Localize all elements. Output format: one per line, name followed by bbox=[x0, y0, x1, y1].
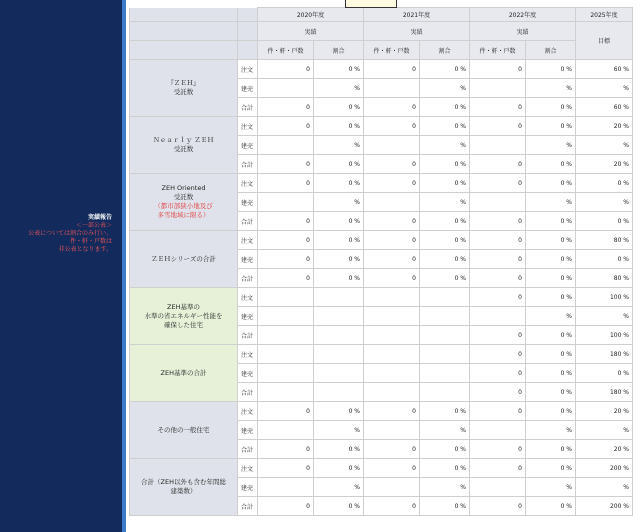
count-cell bbox=[470, 136, 526, 155]
row-type-label: 建売 bbox=[238, 193, 258, 212]
corner-cell bbox=[130, 8, 238, 22]
category-label-line: 建築数） bbox=[170, 487, 197, 495]
ratio-cell: 0 % bbox=[526, 98, 576, 117]
ratio-cell: 0 % bbox=[314, 402, 364, 421]
ratio-cell: 0 % bbox=[314, 250, 364, 269]
target-cell: 0 % bbox=[576, 364, 633, 383]
target-cell: % bbox=[576, 478, 633, 497]
count-cell: 0 bbox=[258, 440, 314, 459]
category-label-line: 確保した住宅 bbox=[164, 320, 203, 329]
report-note-line: 非公表となります。 bbox=[58, 246, 112, 253]
row-type-label: 注文 bbox=[238, 459, 258, 478]
row-type-label: 合計 bbox=[238, 212, 258, 231]
count-cell bbox=[258, 79, 314, 98]
category-label-line: ZEH基準の bbox=[167, 302, 200, 311]
report-title: 実績報告 bbox=[87, 214, 112, 221]
count-cell: 0 bbox=[364, 98, 420, 117]
count-cell bbox=[258, 478, 314, 497]
corner-cell bbox=[238, 8, 258, 22]
count-cell bbox=[470, 79, 526, 98]
count-cell bbox=[470, 421, 526, 440]
row-type-label: 建売 bbox=[238, 79, 258, 98]
ratio-cell: 0 % bbox=[526, 117, 576, 136]
report-note-line: ＜一部公表＞ bbox=[75, 222, 112, 229]
count-header: 件・軒・戸数 bbox=[364, 41, 420, 60]
count-cell: 0 bbox=[258, 269, 314, 288]
ratio-cell: 0 % bbox=[420, 459, 470, 478]
ratio-cell: 0 % bbox=[526, 326, 576, 345]
category-label-line: 受託数 bbox=[173, 193, 194, 201]
ratio-cell: 0 % bbox=[526, 212, 576, 231]
ratio-cell: 0 % bbox=[526, 459, 576, 478]
ratio-cell: % bbox=[420, 136, 470, 155]
count-cell: 0 bbox=[258, 117, 314, 136]
count-cell bbox=[364, 79, 420, 98]
ratio-cell: % bbox=[420, 478, 470, 497]
row-type-label: 合計 bbox=[238, 269, 258, 288]
count-cell bbox=[364, 288, 420, 307]
year-header-2020: 2020年度 bbox=[258, 8, 364, 22]
count-cell: 0 bbox=[470, 269, 526, 288]
target-cell: 20 % bbox=[576, 155, 633, 174]
count-cell: 0 bbox=[470, 364, 526, 383]
ratio-cell bbox=[420, 383, 470, 402]
target-cell: 180 % bbox=[576, 345, 633, 364]
row-type-label: 建売 bbox=[238, 250, 258, 269]
count-cell: 0 bbox=[470, 174, 526, 193]
category-label bbox=[130, 459, 238, 516]
row-type-label: 建売 bbox=[238, 478, 258, 497]
top-input-box[interactable] bbox=[345, 0, 397, 8]
ratio-cell: 0 % bbox=[420, 98, 470, 117]
ratio-cell: % bbox=[526, 79, 576, 98]
count-cell: 0 bbox=[258, 250, 314, 269]
count-cell bbox=[258, 383, 314, 402]
count-cell bbox=[258, 326, 314, 345]
row-type-label: 建売 bbox=[238, 136, 258, 155]
ratio-cell bbox=[314, 345, 364, 364]
report-note-line: 件・軒・戸数は bbox=[69, 238, 112, 245]
table-row bbox=[130, 402, 633, 421]
target-cell: 0 % bbox=[576, 250, 633, 269]
ratio-cell: 0 % bbox=[420, 212, 470, 231]
count-cell: 0 bbox=[258, 174, 314, 193]
count-cell: 0 bbox=[364, 402, 420, 421]
count-cell: 0 bbox=[258, 155, 314, 174]
count-cell bbox=[364, 383, 420, 402]
count-cell bbox=[258, 345, 314, 364]
target-cell: 20 % bbox=[576, 440, 633, 459]
count-cell: 0 bbox=[470, 345, 526, 364]
category-label-line: ZEH基準の合計 bbox=[160, 368, 207, 377]
ratio-cell: % bbox=[526, 136, 576, 155]
row-type-label: 合計 bbox=[238, 155, 258, 174]
target-cell: % bbox=[576, 136, 633, 155]
target-cell: 200 % bbox=[576, 459, 633, 478]
category-note-line: 多雪地域に限る） bbox=[157, 211, 210, 219]
zeh-report-table bbox=[129, 7, 633, 516]
count-cell bbox=[364, 326, 420, 345]
count-cell: 0 bbox=[470, 383, 526, 402]
ratio-cell: 0 % bbox=[420, 231, 470, 250]
ratio-cell: 0 % bbox=[314, 174, 364, 193]
count-cell bbox=[470, 193, 526, 212]
ratio-cell: 0 % bbox=[420, 117, 470, 136]
count-cell bbox=[470, 307, 526, 326]
category-label bbox=[130, 288, 238, 345]
ratio-cell: 0 % bbox=[526, 269, 576, 288]
category-label-line: 水準の省エネルギー性能を bbox=[144, 311, 223, 320]
ratio-cell: 0 % bbox=[526, 497, 576, 516]
row-type-label: 注文 bbox=[238, 117, 258, 136]
ratio-cell: 0 % bbox=[526, 174, 576, 193]
count-cell: 0 bbox=[364, 174, 420, 193]
ratio-cell: 0 % bbox=[314, 459, 364, 478]
ratio-cell: % bbox=[420, 79, 470, 98]
row-type-label: 注文 bbox=[238, 174, 258, 193]
count-cell: 0 bbox=[364, 497, 420, 516]
count-cell: 0 bbox=[364, 269, 420, 288]
row-type-label: 建売 bbox=[238, 307, 258, 326]
row-type-label: 注文 bbox=[238, 402, 258, 421]
ratio-cell: % bbox=[314, 79, 364, 98]
count-cell: 0 bbox=[470, 212, 526, 231]
count-cell bbox=[258, 307, 314, 326]
actual-header: 実績 bbox=[470, 22, 576, 41]
ratio-cell: 0 % bbox=[420, 60, 470, 79]
target-cell: 20 % bbox=[576, 402, 633, 421]
category-label bbox=[130, 345, 238, 402]
count-cell bbox=[364, 364, 420, 383]
sidebar-accent-stripe bbox=[122, 0, 126, 532]
category-label-line: 『ＺＥＨ』 bbox=[167, 79, 200, 87]
table-row bbox=[130, 117, 633, 136]
ratio-cell: 0 % bbox=[420, 174, 470, 193]
report-note-line: 公表については割合のみ行い、 bbox=[28, 230, 112, 237]
ratio-cell: 0 % bbox=[420, 250, 470, 269]
ratio-cell: 0 % bbox=[314, 155, 364, 174]
table-row bbox=[130, 459, 633, 478]
target-cell: 100 % bbox=[576, 288, 633, 307]
target-cell: 60 % bbox=[576, 98, 633, 117]
count-cell: 0 bbox=[364, 231, 420, 250]
ratio-cell: % bbox=[314, 421, 364, 440]
ratio-cell bbox=[314, 307, 364, 326]
count-cell: 0 bbox=[470, 326, 526, 345]
count-cell: 0 bbox=[364, 440, 420, 459]
corner-cell bbox=[238, 41, 258, 60]
row-type-label: 注文 bbox=[238, 231, 258, 250]
target-cell: 0 % bbox=[576, 212, 633, 231]
ratio-header: 割合 bbox=[526, 41, 576, 60]
row-type-label: 建売 bbox=[238, 364, 258, 383]
category-note-line: （都市部狭小地及び bbox=[154, 202, 213, 210]
ratio-cell: 0 % bbox=[526, 364, 576, 383]
ratio-cell: 0 % bbox=[526, 250, 576, 269]
category-label bbox=[130, 117, 238, 174]
count-cell: 0 bbox=[258, 212, 314, 231]
ratio-cell: % bbox=[314, 136, 364, 155]
ratio-cell: 0 % bbox=[314, 269, 364, 288]
category-label-line: 合計（ZEH以外も含む年間総 bbox=[141, 478, 226, 486]
ratio-cell: % bbox=[314, 193, 364, 212]
category-label bbox=[130, 60, 238, 117]
count-cell bbox=[364, 193, 420, 212]
report-note bbox=[0, 214, 112, 254]
row-type-label: 建売 bbox=[238, 421, 258, 440]
ratio-cell: % bbox=[526, 307, 576, 326]
count-cell: 0 bbox=[258, 231, 314, 250]
category-label-line: ZEH Oriented bbox=[161, 184, 206, 192]
count-cell bbox=[364, 136, 420, 155]
count-cell: 0 bbox=[364, 250, 420, 269]
count-cell: 0 bbox=[258, 459, 314, 478]
ratio-cell: 0 % bbox=[420, 440, 470, 459]
ratio-cell: 0 % bbox=[314, 440, 364, 459]
ratio-cell bbox=[314, 288, 364, 307]
count-header: 件・軒・戸数 bbox=[470, 41, 526, 60]
target-cell: 20 % bbox=[576, 117, 633, 136]
count-cell: 0 bbox=[258, 60, 314, 79]
count-cell: 0 bbox=[470, 231, 526, 250]
count-cell bbox=[258, 421, 314, 440]
ratio-cell: 0 % bbox=[314, 231, 364, 250]
corner-cell bbox=[130, 41, 238, 60]
count-cell bbox=[364, 345, 420, 364]
row-type-label: 合計 bbox=[238, 383, 258, 402]
target-cell: 0 % bbox=[576, 174, 633, 193]
table-row bbox=[130, 288, 633, 307]
category-label-line: ＺＥＨシリーズの合計 bbox=[151, 254, 216, 263]
count-cell: 0 bbox=[470, 117, 526, 136]
ratio-cell: % bbox=[314, 478, 364, 497]
ratio-cell: % bbox=[526, 421, 576, 440]
count-cell: 0 bbox=[470, 288, 526, 307]
corner-cell bbox=[130, 22, 238, 41]
count-cell: 0 bbox=[364, 117, 420, 136]
target-cell: % bbox=[576, 307, 633, 326]
ratio-cell: % bbox=[420, 193, 470, 212]
ratio-cell bbox=[420, 326, 470, 345]
ratio-header: 割合 bbox=[420, 41, 470, 60]
row-type-label: 注文 bbox=[238, 288, 258, 307]
category-label-line: 受託数 bbox=[173, 88, 194, 96]
ratio-cell: 0 % bbox=[526, 231, 576, 250]
ratio-cell: 0 % bbox=[314, 60, 364, 79]
count-cell bbox=[258, 288, 314, 307]
count-cell: 0 bbox=[258, 402, 314, 421]
count-cell bbox=[258, 193, 314, 212]
row-type-label: 合計 bbox=[238, 326, 258, 345]
count-cell: 0 bbox=[470, 497, 526, 516]
category-label-line: その他の一般住宅 bbox=[157, 425, 210, 434]
corner-cell bbox=[238, 22, 258, 41]
row-type-label: 合計 bbox=[238, 98, 258, 117]
count-cell: 0 bbox=[470, 98, 526, 117]
count-cell: 0 bbox=[470, 155, 526, 174]
target-cell: % bbox=[576, 79, 633, 98]
row-type-label: 合計 bbox=[238, 497, 258, 516]
ratio-cell: 0 % bbox=[314, 497, 364, 516]
ratio-header: 割合 bbox=[314, 41, 364, 60]
ratio-cell: 0 % bbox=[526, 155, 576, 174]
target-cell: 80 % bbox=[576, 231, 633, 250]
ratio-cell: 0 % bbox=[526, 440, 576, 459]
count-cell: 0 bbox=[364, 459, 420, 478]
table-row bbox=[130, 231, 633, 250]
count-cell: 0 bbox=[470, 402, 526, 421]
row-type-label: 注文 bbox=[238, 345, 258, 364]
ratio-cell bbox=[420, 307, 470, 326]
count-cell: 0 bbox=[470, 440, 526, 459]
row-type-label: 合計 bbox=[238, 440, 258, 459]
count-cell bbox=[470, 478, 526, 497]
count-cell: 0 bbox=[470, 250, 526, 269]
ratio-cell: 0 % bbox=[526, 383, 576, 402]
ratio-cell: 0 % bbox=[420, 497, 470, 516]
category-label bbox=[130, 174, 238, 231]
target-cell: % bbox=[576, 193, 633, 212]
ratio-cell: 0 % bbox=[420, 269, 470, 288]
category-label-line: 受託数 bbox=[173, 145, 194, 153]
left-sidebar bbox=[0, 0, 122, 532]
target-header: 目標 bbox=[576, 22, 633, 60]
report-table-body bbox=[130, 60, 633, 516]
ratio-cell bbox=[314, 326, 364, 345]
ratio-cell: 0 % bbox=[420, 155, 470, 174]
table-row bbox=[130, 345, 633, 364]
ratio-cell: 0 % bbox=[314, 98, 364, 117]
ratio-cell: 0 % bbox=[526, 288, 576, 307]
count-cell: 0 bbox=[470, 60, 526, 79]
category-label bbox=[130, 231, 238, 288]
count-cell: 0 bbox=[364, 155, 420, 174]
count-cell bbox=[258, 364, 314, 383]
target-cell: 100 % bbox=[576, 326, 633, 345]
year-header-2021: 2021年度 bbox=[364, 8, 470, 22]
count-cell: 0 bbox=[258, 497, 314, 516]
category-label bbox=[130, 402, 238, 459]
count-header: 件・軒・戸数 bbox=[258, 41, 314, 60]
actual-header: 実績 bbox=[258, 22, 364, 41]
actual-header: 実績 bbox=[364, 22, 470, 41]
category-label-line: Ｎｅａｒｌｙ ＺＥＨ bbox=[153, 136, 214, 144]
count-cell bbox=[364, 307, 420, 326]
count-cell bbox=[258, 136, 314, 155]
table-row bbox=[130, 60, 633, 79]
ratio-cell bbox=[420, 288, 470, 307]
count-cell: 0 bbox=[470, 459, 526, 478]
ratio-cell bbox=[314, 383, 364, 402]
ratio-cell: 0 % bbox=[314, 117, 364, 136]
ratio-cell: 0 % bbox=[314, 212, 364, 231]
ratio-cell: 0 % bbox=[526, 402, 576, 421]
target-cell: 200 % bbox=[576, 497, 633, 516]
ratio-cell: % bbox=[526, 478, 576, 497]
ratio-cell bbox=[420, 345, 470, 364]
count-cell: 0 bbox=[364, 212, 420, 231]
ratio-cell: 0 % bbox=[526, 60, 576, 79]
row-type-label: 注文 bbox=[238, 60, 258, 79]
count-cell: 0 bbox=[258, 98, 314, 117]
count-cell bbox=[364, 421, 420, 440]
ratio-cell: 0 % bbox=[526, 345, 576, 364]
count-cell bbox=[364, 478, 420, 497]
ratio-cell: % bbox=[526, 193, 576, 212]
target-cell: 180 % bbox=[576, 383, 633, 402]
year-header-2022: 2022年度 bbox=[470, 8, 576, 22]
ratio-cell bbox=[314, 364, 364, 383]
year-header-2025: 2025年度 bbox=[576, 8, 633, 22]
target-cell: % bbox=[576, 421, 633, 440]
ratio-cell bbox=[420, 364, 470, 383]
ratio-cell: 0 % bbox=[420, 402, 470, 421]
target-cell: 80 % bbox=[576, 269, 633, 288]
count-cell: 0 bbox=[364, 60, 420, 79]
report-table-container bbox=[129, 0, 640, 532]
ratio-cell: % bbox=[420, 421, 470, 440]
table-row bbox=[130, 174, 633, 193]
target-cell: 60 % bbox=[576, 60, 633, 79]
